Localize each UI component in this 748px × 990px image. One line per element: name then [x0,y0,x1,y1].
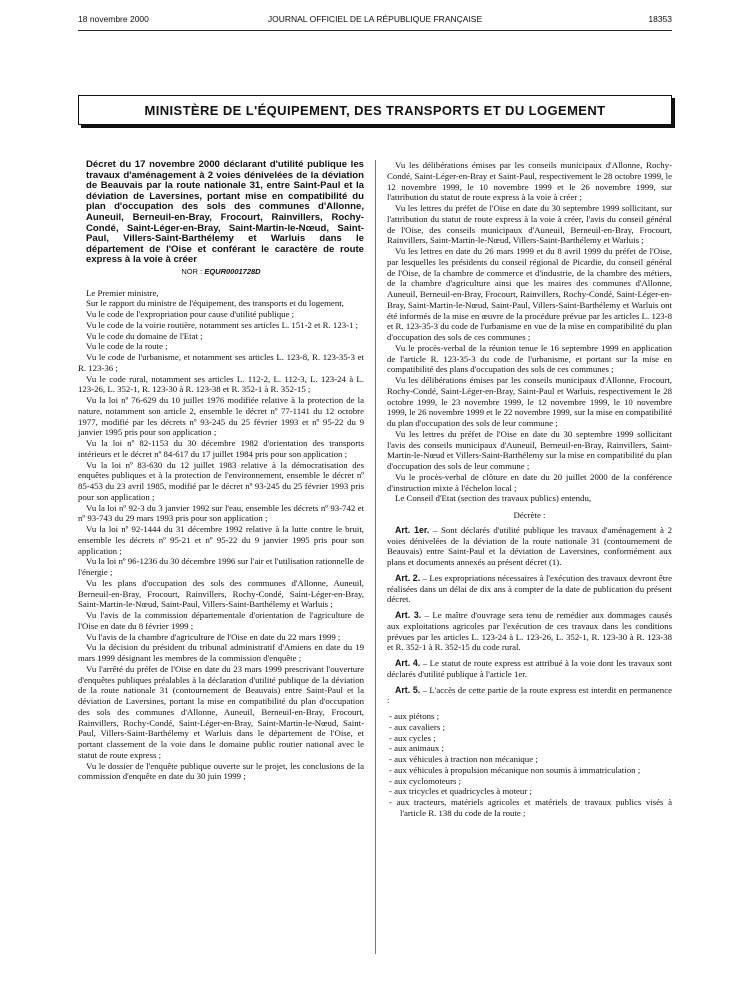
ministry-banner [78,95,672,125]
list-item: - aux cavaliers ; [389,721,445,732]
paragraph: Le Conseil d'Etat (section des travaux publics) entendu, [395,493,592,504]
paragraph: Vu le code du domaine de l'Etat ; [86,330,203,341]
article [387,610,672,653]
paragraph: Vu l'avis de la chambre d'agriculture de l'Oise en date du 22 mars 1999 ; [86,631,341,642]
article-text: – Les expropriations nécessaires à l'exécution des travaux devront être réalisées dans un délai de dix ans à compter de la date de publication du présent décret. [387,572,672,605]
paragraph: Vu l'avis de la commission départementale d'orientation de l'agriculture de l'Oise en date du 8 février 1999 ; [78,610,364,631]
paragraph: Vu les plans d'occupation des sols des communes d'Allonne, Auneuil, Berneuil-en-Bray, Frocourt, Rainvillers, Rochy-Condé, Saint-Léger-en-Bray, Saint-Martin-le-Nœud, Saint-Paul, Villers-Saint-Barthélemy et Warluis ; [78,577,364,610]
article [387,658,672,680]
paragraph: Vu la loi nº 76-629 du 10 juillet 1976 modifiée relative à la protection de la nature, notamment son article 2, ensemble le décret nº 77-1141 du 12 octobre 1977, modifié par les décrets nº 93-245 du 25 février 1993 et nº 95-22 du 9 janvier 1995 pris pour son application ; [78,395,364,438]
paragraph: Vu la loi nº 82-1153 du 30 décembre 1982 d'orientation des transports intérieurs et le décret nº 84-617 du 17 juillet 1984 pris pour son application ; [78,438,364,459]
article-label: Art. 4. [395,658,421,668]
header-rule [78,30,672,31]
paragraph: Vu le procès-verbal de clôture en date du 20 juillet 2000 de la conférence d'instruction mixte à l'échelon local ; [387,471,672,493]
ministry-title: MINISTÈRE DE L'ÉQUIPEMENT, DES TRANSPORTS ET DU LOGEMENT [144,102,606,118]
paragraph: Vu la loi nº 96-1236 du 30 décembre 1996 sur l'air et l'utilisation rationnelle de l'énergie ; [78,556,365,578]
paragraph: Vu l'arrêté du préfet de l'Oise en date du 23 mars 1999 prescrivant l'ouverture d'enquêtes publiques préalables à la déclaration d'utilité publique de la déviation de la route nationale 31 (contournement de Beauvais) entre Saint-Paul et la déviation de Laversines, portant la mise en compatibilité du plan d'occupation des sols des communes d'Allonne, Auneuil, Berneuil-en-Bray, Frocourt, Rainvillers, Rochy-Condé, Saint-Léger-en-Bray, Saint-Martin-le-Nœud, Saint-Paul, Villers-Saint-Barthélemy et Warluis dans le département de l'Oise, et portant classement de la voie dans le domaine public routier national avec le statut de route express ; [78,663,364,760]
paragraph: Vu le procès-verbal de la réunion tenue le 16 septembre 1999 en application de l'article R. 123-35-3 du code de l'urbanisme, et portant sur la mise en compatibilité des plans d'occupation des sols de ces communes ; [387,342,672,375]
article-label: Art. 2. [395,572,421,583]
list-item: - aux cyclomoteurs ; [389,775,462,786]
paragraph: Vu la décision du président du tribunal administratif d'Amiens en date du 19 mars 1999 désignant les membres de la commission d'enquête ; [78,642,364,664]
paragraph: Vu la loi nº 83-630 du 12 juillet 1983 relative à la démocratisation des enquêtes publiques et à la protection de l'environnement, ensemble le décret nº 85-453 du 23 avril 1985, modifié par le décret nº 93-245 du 25 février 1993 pris pour son application ; [78,459,364,502]
list-item: - aux piétons ; [389,711,440,721]
paragraph: Vu les lettres du préfet de l'Oise en date du 30 septembre 1999 sollicitant l'avis des conseils municipaux d'Auneuil, Berneuil-en-Bray, Rainvillers, Saint-Martin-le-Nœud et Villers-Saint-Barthélemy sur la mise en compatibilité du plan d'occupation des sols de leur commune ; [387,428,672,471]
paragraph: Vu la loi nº 92-1444 du 31 décembre 1992 relative à la lutte contre le bruit, ensemble les décrets nº 95-21 et nº 95-22 du 9 janvier 1995 pris pour son application ; [78,524,364,556]
paragraph: Vu la loi nº 92-3 du 3 janvier 1992 sur l'eau, ensemble les décrets nº 93-742 et nº 93-743 du 29 mars 1993 pris pour son application ; [78,502,364,524]
page-header [78,14,672,28]
article-label: Art. 5. [395,684,421,695]
paragraph: Vu le code de l'urbanisme, et notamment ses articles L. 123-8, R. 123-35-3 et R. 123-36 ; [78,352,364,373]
column-divider [375,160,376,954]
nor-value: EQUR0001728D [204,266,261,276]
article [387,573,672,605]
articles [387,525,672,706]
left-paragraphs [78,288,364,783]
list-item: - aux cycles ; [389,732,436,743]
article-text: – Sont déclarés d'utilité publique les travaux d'aménagement à 2 voies dénivelées de la déviation de la route nationale 31 (contournement de Beauvais) entre Saint-Paul et la déviation de Laversines, conformément aux plans et documents annexés au présent décret (1). [387,524,672,567]
paragraph: Vu le dossier de l'enquête publique ouverte sur le projet, les conclusions de la commission d'enquête en date du 30 juin 1999 ; [78,760,364,782]
header-page-number: 18353 [648,14,672,24]
art5-list [387,711,672,819]
list-item: - aux véhicules à propulsion mécanique non soumis à immatriculation ; [389,764,641,775]
paragraph: Vu les délibérations émises par les conseils municipaux d'Allonne, Frocourt, Rochy-Condé, Saint-Léger-en-Bray, Saint-Paul et Warluis, respectivement le 28 octobre 1999, le 23 novembre 1999, le 12 novembre 1999, le 10 novembre 1999, le 26 novembre 1999 et le 22 novembre 1999, sur la mise en compatibilité du plan d'occupation des sols de leur commune ; [387,375,672,428]
paragraph: Vu les délibérations émises par les conseils municipaux d'Allonne, Rochy-Condé, Saint-Léger-en-Bray et Saint-Paul, respectivement le 28 octobre 1999, le 12 novembre 1999, le 10 novembre 1999 et le 26 novembre 1999, sur l'attribution du statut de route express à la voie à créer ; [387,160,672,203]
paragraph: Vu le code de l'expropriation pour cause d'utilité publique ; [86,309,295,320]
header-date: 18 novembre 2000 [78,14,149,24]
decree-title: Décret du 17 novembre 2000 déclarant d'utilité publique les travaux d'aménagement à 2 voies dénivelées de la déviation de Beauvais par la route nationale 31, entre Saint-Paul et la déviation de Laversines, portant mise en compatibilité du plan d'occupation des sols des communes d'Allonne, Auneuil, Berneuil-en-Bray, Frocourt, Rainvillers, Rochy-Condé, Saint-Léger-en-Bray, Saint-Martin-le-Nœud, Saint-Paul, Villers-Saint-Barthélemy et Warluis dans le département de l'Oise et conférant le caractère de route express à la voie à créer [86,159,364,266]
list-item: - aux animaux ; [389,743,444,754]
left-column [78,160,364,782]
list-item: - aux tricycles et quadricycles à moteur ; [389,786,532,797]
paragraph: Vu le code de la voirie routière, notamment ses articles L. 151-2 et R. 123-1 ; [86,319,359,330]
right-column [387,160,672,819]
nor-reference [78,267,364,278]
article [387,525,672,568]
paragraph: Vu les lettres du préfet de l'Oise en date du 30 septembre 1999 sollicitant, sur l'attribution du statut de route express à la voie à créer, l'avis du conseil général de l'Oise, des conseils municipaux d'Auneuil, Berneuil-en-Bray, Frocourt, Rainvillers, Saint-Martin-le-Nœud, Villers-Saint-Barthélemy et Warluis ; [387,203,672,246]
article-text: – L'accès de cette partie de la route express est interdit en permanence : [387,684,672,706]
decrete-heading: Décrète : [513,510,546,520]
right-paragraphs [387,160,672,504]
paragraph: Le Premier ministre, [86,287,159,298]
paragraph: Vu le code de la route ; [86,341,168,352]
header-journal-title: JOURNAL OFFICIEL DE LA RÉPUBLIQUE FRANÇAISE [267,14,483,24]
article-text: – Le statut de route express est attribué à la voie dont les travaux sont déclarés d'utilité publique à l'article 1er. [387,658,672,679]
article-text: – Le maître d'ouvrage sera tenu de remédier aux dommages causés aux exploitations agricoles par l'exécution de ces travaux dans les conditions prévues par les articles L. 123-24 à L. 123-26, L. 352-1, R. 123-30 à R. 123-38 et R. 352-1 à R. 352-15 du code rural. [387,610,672,653]
nor-label: NOR : [181,266,203,276]
paragraph: Vu le code rural, notamment ses articles L. 112-2, L. 112-3, L. 123-24 à L. 123-26, L. 352-1, R. 123-30 à R. 123-38 et R. 352-1 à R. 352-15 ; [78,373,364,395]
article-label: Art. 1er. [395,524,430,535]
article [387,685,672,707]
paragraph: Sur le rapport du ministre de l'équipement, des transports et du logement, [86,298,344,309]
list-item: - aux véhicules à traction non mécanique ; [389,754,538,764]
paragraph: Vu les lettres en date du 26 mars 1999 et du 8 avril 1999 du préfet de l'Oise, par lesquelles les présidents du conseil régional de Picardie, du conseil général de l'Oise, de la chambre de commerce et d'industrie, de la chambre des métiers, de la chambre d'agriculture ainsi que les maires des communes d'Allonne, Auneuil, Berneuil-en-Bray, Frocourt, Rainvillers, Rochy-Condé, Saint-Léger-en-Bray, Saint-Martin-le-Nœud, Saint-Paul, Villers-Saint-Barthélemy et Warluis ont été informés de la mise en œuvre de la procédure prévue par les articles L. 123-8 et R. 123-35-3 du code de l'urbanisme en vue de la mise en compatibilité du plan d'occupation des sols de ces communes ; [387,246,672,342]
list-item: - aux tracteurs, matériels agricoles et matériels de travaux publics visés à l'article R. 138 du code de la route ; [389,797,672,818]
article-label: Art. 3. [395,610,422,620]
